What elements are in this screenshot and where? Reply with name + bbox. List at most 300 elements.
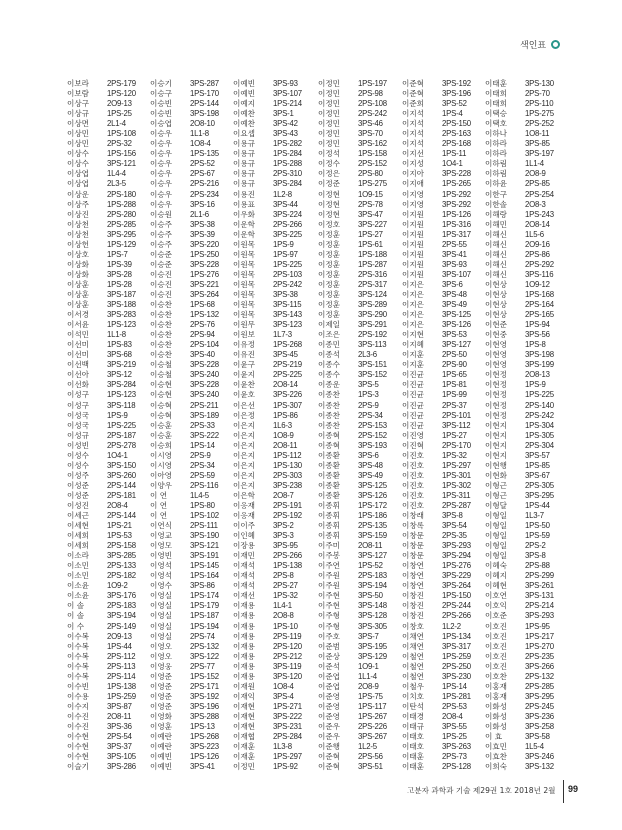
author-name: 이형일 (485, 541, 508, 551)
index-row (0, 451, 622, 461)
author-name: 이지은 (402, 289, 425, 299)
author-name: 이재민 (233, 551, 256, 561)
author-name: 이예빈 (233, 79, 256, 88)
author-name: 이재현 (233, 701, 256, 711)
page-code: 2PS-242 (525, 410, 554, 420)
page-code: 3PS-8 (442, 511, 463, 521)
author-name: 이원보 (233, 330, 256, 340)
page-code: 3PS-294 (442, 551, 471, 561)
page-code: 1L3-7 (525, 511, 544, 521)
author-name: 이진호 (402, 450, 425, 460)
author-name: 이재용 (233, 661, 256, 671)
author-name: 이용규 (233, 139, 256, 149)
page-code: 3PS-51 (358, 762, 383, 772)
author-name: 이승우 (150, 139, 173, 149)
author-name: 이서윤 (67, 320, 90, 330)
author-name: 이상수 (67, 149, 90, 159)
index-row (0, 149, 622, 159)
page-code: 1PS-268 (190, 732, 219, 742)
page-code: 2PS-2 (525, 541, 546, 551)
author-name: 이지원 (402, 239, 425, 249)
page-code: 2PS-171 (190, 681, 219, 691)
author-name: 이태훈 (402, 752, 425, 762)
author-name: 이응재 (233, 500, 256, 510)
author-name: 이정훈 (318, 259, 341, 269)
author-name: 이정훈 (318, 239, 341, 249)
author-name: 이지은 (402, 320, 425, 330)
index-row (0, 380, 622, 390)
author-name: 이호연 (485, 591, 508, 601)
author-name: 이종수 (318, 370, 341, 380)
page-code: 2PS-305 (525, 480, 554, 490)
page-code: 1PS-145 (190, 561, 219, 571)
page-code: 2O8-4 (107, 500, 128, 510)
page-code: 1PS-275 (525, 109, 554, 119)
page-code: 2PS-76 (190, 320, 215, 330)
page-code: 2PS-192 (358, 330, 387, 340)
page-code: 1PS-297 (442, 460, 471, 470)
page-code: 1L1-4 (525, 159, 544, 169)
author-name: 이윤지 (233, 370, 256, 380)
author-name: 이종환 (318, 450, 341, 460)
page-code: 1PS-267 (358, 711, 387, 721)
index-row (0, 431, 622, 441)
author-name: 이상규 (67, 109, 90, 119)
page-code: 3PS-191 (190, 551, 219, 561)
page-code: 2PS-182 (107, 571, 136, 581)
page-code: 3PS-225 (273, 229, 302, 239)
author-name: 이화성 (485, 711, 508, 721)
index-row (0, 99, 622, 109)
page-code: 2PS-254 (525, 189, 554, 199)
author-name: 이양우 (150, 480, 173, 490)
author-name: 이원목 (233, 259, 256, 269)
author-name: 이영실 (150, 621, 173, 631)
page-code: 2PS-94 (190, 330, 215, 340)
index-row (0, 471, 622, 481)
page-code: 1PS-123 (107, 320, 136, 330)
author-name: 이철연 (402, 651, 425, 661)
author-name: 이태훈 (402, 762, 425, 772)
author-name: 이종혁 (318, 430, 341, 440)
author-name: 이재원 (233, 681, 256, 691)
author-name: 이승우 (150, 169, 173, 179)
page-code: 1PS-92 (273, 762, 298, 772)
author-name: 이정훈 (318, 279, 341, 289)
page-code: 3PS-130 (525, 79, 554, 88)
page-code: 1PS-225 (273, 259, 302, 269)
author-name: 이요셉 (233, 129, 256, 139)
page-code: 2PS-292 (525, 259, 554, 269)
author-name: 이형일 (485, 511, 508, 521)
page-code: 1PS-9 (273, 239, 294, 249)
author-name: 이재훈 (233, 752, 256, 762)
index-row (0, 642, 622, 652)
author-name: 이치호 (402, 691, 425, 701)
author-name: 이지원 (402, 219, 425, 229)
author-name: 이창연 (402, 561, 425, 571)
author-name: 이수빈 (67, 681, 90, 691)
author-name: 이 연 (150, 511, 168, 521)
page-code: 2PS-114 (107, 671, 136, 681)
page-code: 1PS-265 (442, 179, 471, 189)
page-code: 3PS-126 (442, 320, 471, 330)
author-name: 이현정 (485, 390, 508, 400)
author-name: 이창연 (402, 571, 425, 581)
page-code: 3PS-143 (273, 310, 302, 320)
page-code: 1PS-287 (358, 259, 387, 269)
page-code: 2PS-37 (442, 400, 467, 410)
author-name: 이하림 (485, 169, 508, 179)
page-code: 1PS-214 (273, 99, 302, 109)
page-code: 1PS-307 (273, 400, 302, 410)
page-code: 1PS-197 (358, 79, 387, 88)
author-name: 이호진 (485, 641, 508, 651)
page-code: 2O8-9 (358, 681, 379, 691)
page-code: 1PS-168 (525, 289, 554, 299)
page-code: 2O8-10 (190, 119, 215, 129)
page-code: 2PS-101 (442, 410, 471, 420)
page-code: 1PS-32 (273, 591, 298, 601)
author-name: 이종수 (318, 360, 341, 370)
page-code: 3PS-2 (273, 521, 294, 531)
author-name: 이하나 (485, 129, 508, 139)
page-code: 3PS-40 (190, 350, 215, 360)
author-name: 이주형 (318, 611, 341, 621)
page-code: 1O8-4 (273, 681, 294, 691)
author-name: 이예찬 (233, 119, 256, 129)
author-name: 이현정 (485, 410, 508, 420)
author-name: 이원목 (233, 310, 256, 320)
page-code: 3PS-194 (107, 611, 136, 621)
author-name: 이영준 (150, 681, 173, 691)
author-name: 이정훈 (318, 269, 341, 279)
page-code: 2PS-310 (273, 169, 302, 179)
author-name: 이태희 (485, 99, 508, 109)
author-name: 이홍재 (485, 691, 508, 701)
author-name: 이원목 (233, 289, 256, 299)
author-name: 이성수 (67, 450, 90, 460)
author-name: 이시영 (150, 450, 173, 460)
author-name: 이재석 (233, 561, 256, 571)
author-name: 이재훈 (233, 742, 256, 752)
author-name: 이서경 (67, 310, 90, 320)
index-row (0, 702, 622, 712)
page-code: 1PS-97 (273, 249, 298, 259)
page-code: 2PS-304 (525, 440, 554, 450)
page-code: 2PS-140 (525, 400, 554, 410)
author-name: 이정민 (233, 762, 256, 772)
page-code: 2PS-280 (107, 209, 136, 219)
page-code: 2PS-152 (358, 430, 387, 440)
page-code: 2PS-299 (525, 571, 554, 581)
page-code: 1PS-250 (190, 249, 219, 259)
author-name: 이상민 (67, 139, 90, 149)
author-name: 이선아 (67, 370, 90, 380)
author-name: 이호진 (485, 661, 508, 671)
author-name: 이승찬 (150, 330, 173, 340)
author-name: 이태희 (485, 89, 508, 99)
index-row (0, 511, 622, 521)
author-name: 이소민 (67, 561, 90, 571)
author-name: 이홍재 (485, 681, 508, 691)
page-code: 2O9-13 (107, 99, 132, 109)
page-code: 3PS-128 (358, 611, 387, 621)
page-code: 2PS-244 (442, 601, 471, 611)
page-code: 3PS-5 (358, 380, 379, 390)
page-code: 1PS-270 (525, 641, 554, 651)
page-code: 2PS-120 (273, 641, 302, 651)
page-code: 3PS-291 (358, 320, 387, 330)
index-row (0, 732, 622, 742)
page-code: 1PS-282 (273, 139, 302, 149)
page-code: 2PS-86 (525, 249, 550, 259)
page-code: 3PS-3 (273, 531, 294, 541)
author-name: 이진호 (402, 490, 425, 500)
page-code: 3PS-264 (190, 289, 219, 299)
page-code: 3PS-54 (442, 521, 467, 531)
page-code: 3PS-123 (273, 320, 302, 330)
author-name: 이주봉 (318, 551, 341, 561)
page-code: 2PS-303 (273, 470, 302, 480)
author-name: 이효민 (485, 742, 508, 752)
page-code: 2PS-128 (442, 762, 471, 772)
page-code: 1PS-268 (273, 340, 302, 350)
page-code: 1PS-179 (190, 601, 219, 611)
author-name: 이슬기 (67, 762, 90, 772)
author-name: 이재용 (233, 631, 256, 641)
author-name: 이은지 (233, 420, 256, 430)
page-code: 1PS-174 (190, 591, 219, 601)
author-name: 이주형 (318, 621, 341, 631)
author-name: 이진균 (402, 390, 425, 400)
journal-footer: 고분자 과학과 기술 제29권 1호 2018년 2월 (407, 786, 556, 795)
index-row (0, 622, 622, 632)
index-row (0, 571, 622, 581)
author-name: 이승엽 (150, 119, 173, 129)
author-name: 이이주 (233, 521, 256, 531)
page-code: 2PS-225 (273, 370, 302, 380)
author-name: 이상진 (67, 209, 90, 219)
author-name: 이진호 (402, 500, 425, 510)
author-name: 이승찬 (150, 310, 173, 320)
author-name: 이용표 (233, 199, 256, 209)
page-code: 1PS-186 (358, 511, 387, 521)
author-name: 이정훈 (318, 249, 341, 259)
page-code: 2O9-16 (525, 239, 550, 249)
author-name: 이정현 (318, 209, 341, 219)
page-code: 3PS-105 (107, 752, 136, 762)
index-row (0, 200, 622, 210)
page-code: 2PS-183 (107, 601, 136, 611)
page-code: 3PS-127 (358, 551, 387, 561)
page-code: 2PS-266 (273, 219, 302, 229)
page-code: 1PS-194 (190, 621, 219, 631)
page-code: 1PS-112 (273, 450, 302, 460)
author-name: 이종환 (318, 470, 341, 480)
page-code: 3PS-317 (442, 641, 471, 651)
author-name: 이원목 (233, 279, 256, 289)
page-code: 1PS-130 (273, 460, 302, 470)
author-name: 이용규 (233, 149, 256, 159)
page-code: 1PS-80 (190, 500, 215, 510)
author-name: 이승진 (150, 269, 173, 279)
author-name: 이혜지 (485, 571, 508, 581)
author-name: 이승찬 (150, 320, 173, 330)
author-name: 이승빈 (150, 109, 173, 119)
page-code: 2PS-110 (525, 99, 554, 109)
author-name: 이정훈 (318, 289, 341, 299)
page-code: 3PS-236 (525, 711, 554, 721)
page-code: 1PS-9 (107, 410, 128, 420)
page-code: 2PS-98 (358, 89, 383, 99)
page-code: 3PS-28 (107, 269, 132, 279)
page-code: 1O8-4 (190, 139, 211, 149)
author-name: 이지애 (402, 179, 425, 189)
author-name: 이채연 (402, 641, 425, 651)
page-code: 1PS-302 (442, 480, 471, 490)
author-name: 이재선 (233, 591, 256, 601)
page-code: 2PS-53 (442, 701, 467, 711)
author-name: 이해신 (485, 229, 508, 239)
author-name: 이 솔 (67, 601, 85, 611)
page-code: 1PS-27 (442, 430, 467, 440)
page-code: 2PS-192 (273, 511, 302, 521)
page-code: 1PS-304 (525, 420, 554, 430)
page-code: 1O9-12 (525, 279, 550, 289)
author-name: 이지훈 (402, 360, 425, 370)
page-code: 3PS-95 (273, 541, 298, 551)
author-name: 이운학 (233, 219, 256, 229)
index-row (0, 179, 622, 189)
author-name: 이세현 (67, 521, 90, 531)
author-name: 이재용 (233, 621, 256, 631)
author-name: 이현준 (485, 320, 508, 330)
author-name: 이영웅 (150, 661, 173, 671)
author-name: 이재용 (233, 671, 256, 681)
page-code: 3PS-176 (107, 591, 136, 601)
page-code: 3PS-196 (442, 89, 471, 99)
author-name: 이상훈 (67, 289, 90, 299)
author-name: 이은지 (233, 430, 256, 440)
author-name: 이원목 (233, 300, 256, 310)
page-code: 3PS-258 (525, 722, 554, 731)
author-name: 이진호 (402, 470, 425, 480)
page-code: 3PS-132 (525, 762, 554, 772)
author-name: 이영실 (150, 611, 173, 621)
index-row (0, 581, 622, 591)
page-code: 3PS-42 (273, 119, 298, 129)
author-name: 이승주 (150, 239, 173, 249)
page-code: 3PS-93 (273, 79, 298, 88)
page-code: 2PS-179 (107, 79, 136, 88)
page-code: 3PS-38 (273, 289, 298, 299)
author-name: 이태훈 (485, 79, 508, 88)
page-code: 3PS-305 (358, 621, 387, 631)
page-code: 2PS-317 (358, 279, 387, 289)
index-row (0, 119, 622, 129)
author-name: 이창문 (402, 541, 425, 551)
author-name: 이철연 (402, 661, 425, 671)
author-name: 이준우 (318, 732, 341, 742)
page-code: 1PS-8 (525, 340, 546, 350)
index-row (0, 320, 622, 330)
author-name: 이현지 (485, 440, 508, 450)
author-name: 이윤구 (233, 360, 256, 370)
index-row (0, 561, 622, 571)
page-code: 1PS-317 (442, 229, 471, 239)
author-name: 이호진 (485, 651, 508, 661)
author-name: 이상엽 (67, 179, 90, 189)
author-name: 이정민 (318, 89, 341, 99)
page-code: 3PS-6 (442, 279, 463, 289)
index-row (0, 401, 622, 411)
page-code: 2PS-144 (107, 480, 136, 490)
page-code: 3PS-107 (442, 269, 471, 279)
author-name: 이지영 (402, 199, 425, 209)
page-code: 2PS-52 (190, 159, 215, 169)
author-name: 이창래 (402, 511, 425, 521)
author-name: 이선미 (67, 340, 90, 350)
author-name: 이형일 (485, 521, 508, 531)
index-row (0, 340, 622, 350)
index-row (0, 411, 622, 421)
author-name: 이예찬 (233, 109, 256, 119)
author-name: 이정수 (318, 159, 341, 169)
page-code: 3PS-55 (442, 722, 467, 731)
author-name: 이은학 (233, 490, 256, 500)
author-name: 이세희 (67, 531, 90, 541)
author-name: 이승찬 (150, 350, 173, 360)
author-name: 이준범 (318, 641, 341, 651)
page-code: 1PS-138 (107, 681, 136, 691)
author-name: 이은정 (233, 410, 256, 420)
index-row (0, 632, 622, 642)
page-code: 1PS-288 (273, 159, 302, 169)
author-name: 이용규 (233, 179, 256, 189)
page-code: 2PS-287 (442, 500, 471, 510)
page-code: 2PS-34 (190, 460, 215, 470)
page-code: 3PS-49 (358, 470, 383, 480)
author-name: 이창문 (402, 531, 425, 541)
author-name: 이영석 (150, 561, 173, 571)
author-name: 이수현 (67, 732, 90, 742)
page-code: 2O8-11 (358, 541, 383, 551)
author-name: 이수복 (67, 631, 90, 641)
page-code: 2PS-316 (358, 269, 387, 279)
author-name: 이석민 (67, 330, 90, 340)
page-code: 2PS-108 (358, 99, 387, 109)
index-row (0, 300, 622, 310)
author-name: 이승희 (150, 440, 173, 450)
page-code: 1PS-164 (190, 571, 219, 581)
author-name: 이시영 (150, 460, 173, 470)
page-code: 3PS-240 (190, 390, 219, 400)
page-code: 3PS-260 (107, 470, 136, 480)
index-row (0, 591, 622, 601)
author-name: 이선화 (67, 380, 90, 390)
author-name: 이종민 (318, 340, 341, 350)
page-code: 1PS-108 (107, 129, 136, 139)
author-name: 이현상 (485, 289, 508, 299)
page-code: 3PS-150 (107, 460, 136, 470)
author-name: 이성국 (67, 420, 90, 430)
author-name: 이성주 (67, 470, 90, 480)
page-code: 3PS-219 (107, 360, 136, 370)
page-code: 1O9-1 (358, 661, 379, 671)
author-name: 이상화 (67, 259, 90, 269)
page-code: 2PS-67 (190, 169, 215, 179)
